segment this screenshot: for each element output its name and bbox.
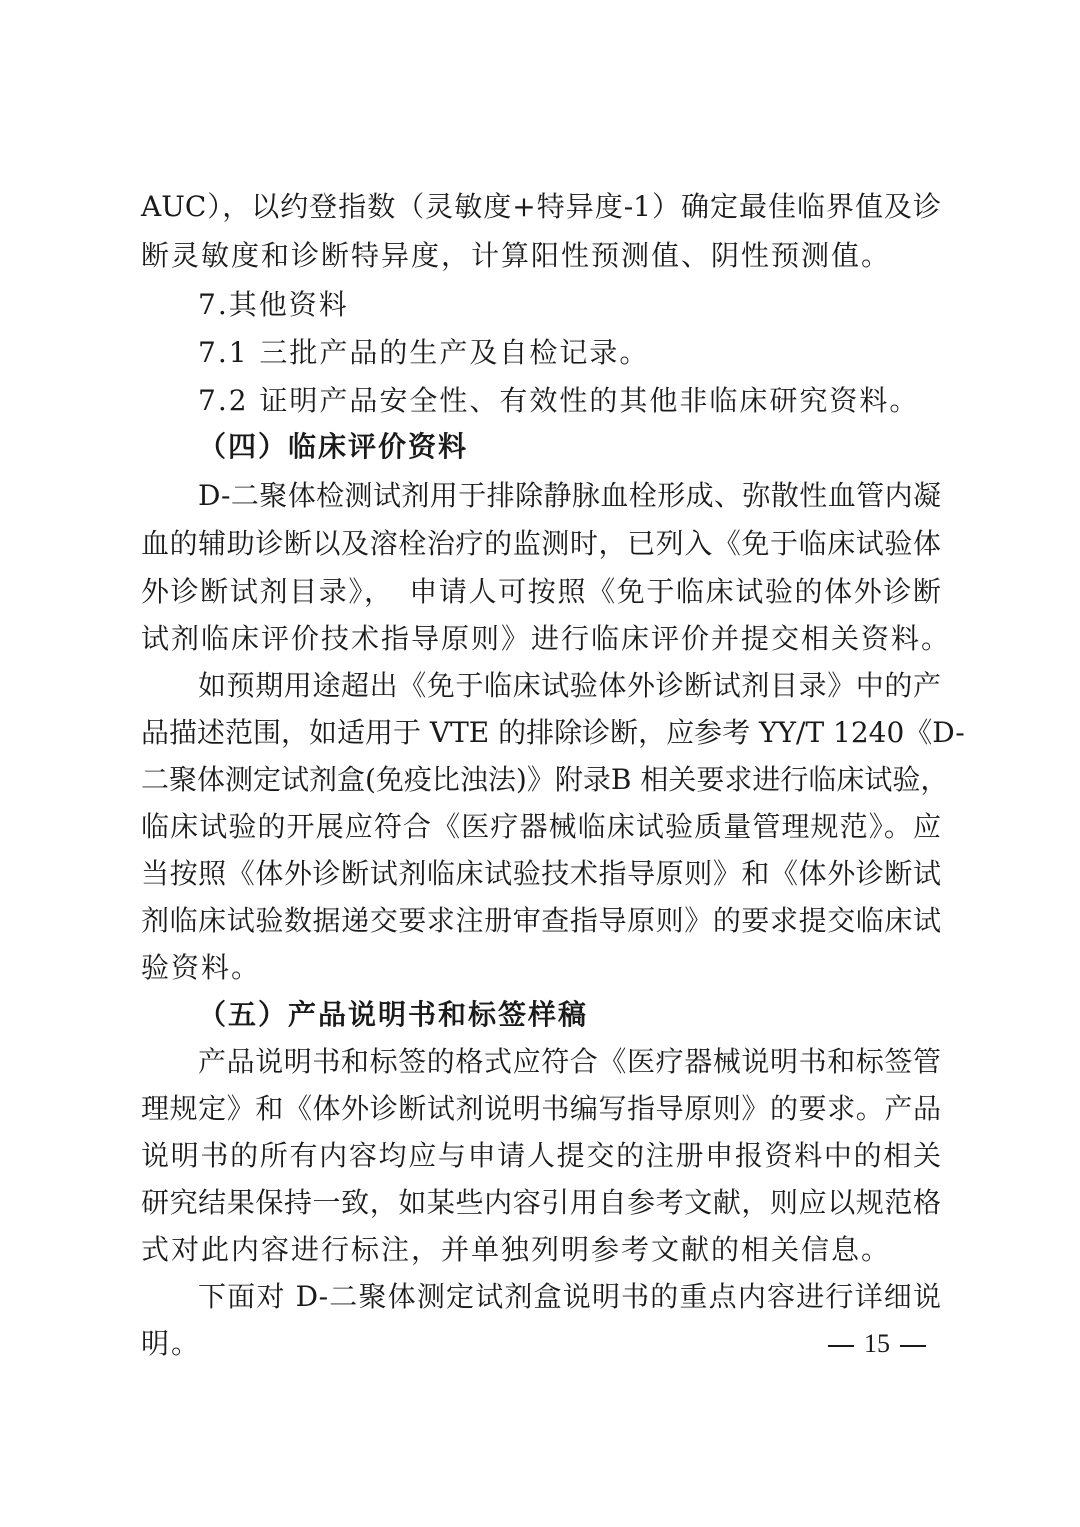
paragraph-line: 下面对 D-二聚体测定试剂盒说明书的重点内容进行详细说 (198, 1280, 941, 1313)
dash-left (828, 1345, 854, 1347)
paragraph-line: 式对此内容进行标注，并单独列明参考文献的相关信息。 (141, 1233, 892, 1266)
dash-right (900, 1345, 926, 1347)
section-heading: （五）产品说明书和标签样稿 (198, 998, 589, 1031)
paragraph-line: 临床试验的开展应符合《医疗器械临床试验质量管理规范》。应 (141, 810, 941, 843)
paragraph-line: 外诊断试剂目录》， 申请人可按照《免于临床试验的体外诊断 (141, 575, 941, 608)
paragraph-line: 剂临床试验数据递交要求注册审查指导原则》的要求提交临床试 (141, 904, 941, 937)
text-line: 断灵敏度和诊断特异度，计算阳性预测值、阴性预测值。 (141, 239, 892, 272)
text-line: AUC），以约登指数（灵敏度+特异度-1）确定最佳临界值及诊 (141, 190, 941, 223)
list-item: 7.1 三批产品的生产及自检记录。 (198, 336, 650, 369)
list-item: 7.2 证明产品安全性、有效性的其他非临床研究资料。 (198, 384, 920, 417)
paragraph-line: 验资料。 (141, 951, 262, 984)
page-number-value: 15 (864, 1329, 890, 1358)
paragraph-line: 试剂临床评价技术指导原则》进行临床评价并提交相关资料。 (141, 622, 952, 655)
paragraph-line: 理规定》和《体外诊断试剂说明书编写指导原则》的要求。产品 (141, 1092, 941, 1125)
paragraph-line: 当按照《体外诊断试剂临床试验技术指导原则》和《体外诊断试 (141, 857, 941, 890)
paragraph-line: 如预期用途超出《免于临床试验体外诊断试剂目录》中的产 (198, 669, 941, 702)
paragraph-line: 品描述范围，如适用于 VTE 的排除诊断，应参考 YY/T 1240《D- (141, 716, 965, 749)
paragraph-line: 血的辅助诊断以及溶栓治疗的监测时，已列入《免于临床试验体 (141, 527, 941, 560)
paragraph-line: 产品说明书和标签的格式应符合《医疗器械说明书和标签管 (198, 1045, 941, 1078)
paragraph-line: 说明书的所有内容均应与申请人提交的注册申报资料中的相关 (141, 1139, 941, 1172)
page-number (818, 1327, 936, 1361)
paragraph-line: 研究结果保持一致，如某些内容引用自参考文献，则应以规范格 (141, 1186, 941, 1219)
paragraph-line: D-二聚体检测试剂用于排除静脉血栓形成、弥散性血管内凝 (198, 479, 941, 512)
paragraph-line: 二聚体测定试剂盒(免疫比浊法)》附录B 相关要求进行临床试验， (141, 763, 949, 796)
paragraph-line: 明。 (141, 1327, 202, 1360)
section-heading: （四）临床评价资料 (198, 430, 469, 463)
section-item-title: 7.其他资料 (198, 288, 349, 321)
